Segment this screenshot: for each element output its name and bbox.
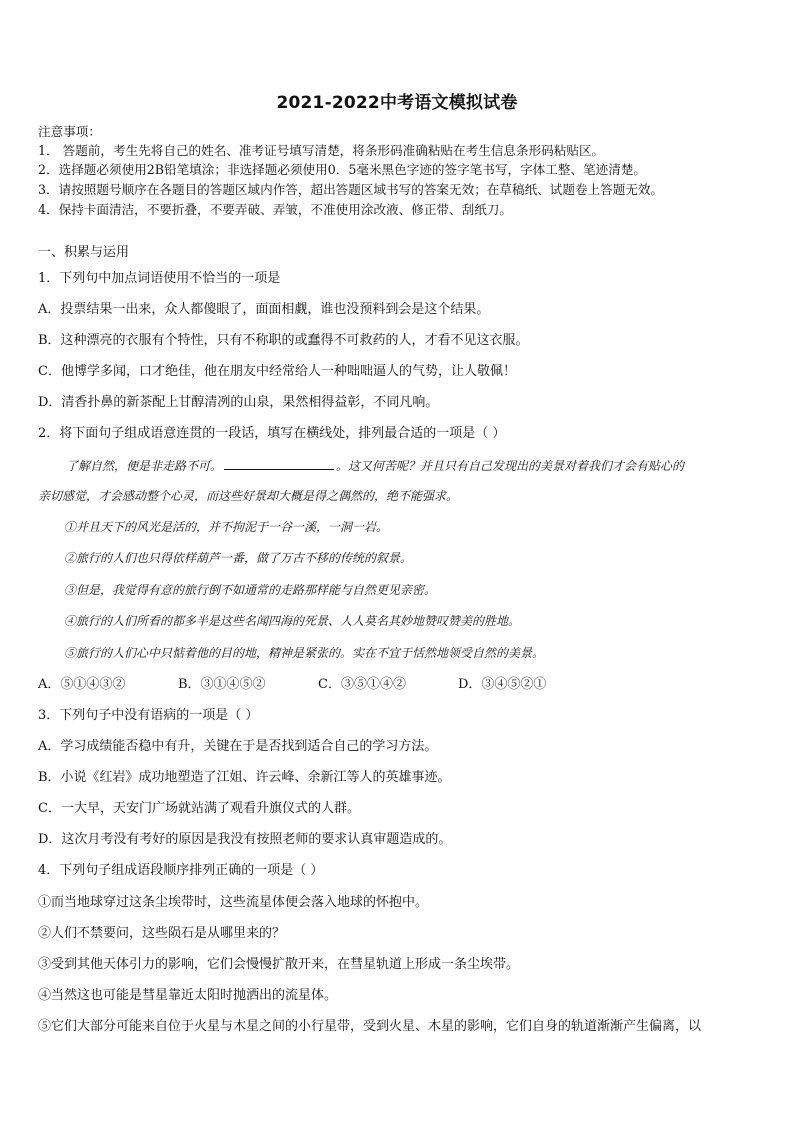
question-stem: 2．将下面句子组成语意连贯的一段话，填写在横线处，排列最合适的一项是（ ） <box>38 426 506 441</box>
question-stem: 1．下列句中加点词语使用不恰当的一项是 <box>38 271 281 286</box>
option-b: B．小说《红岩》成功地塑造了江姐、许云峰、余新江等人的英雄事迹。 <box>38 770 451 785</box>
answer-blank[interactable] <box>224 457 334 470</box>
passage-line <box>66 457 756 475</box>
option-a: A．学习成绩能否稳中有升，关键在于是否找到适合自己的学习方法。 <box>38 739 438 754</box>
notice-item: 4．保持卡面清洁，不要折叠，不要弄破、弄皱，不准使用涂改液、修正带、刮纸刀。 <box>38 202 512 217</box>
passage-text: 。这又何苦呢？并且只有自己发现出的美景对着我们才会有贴心的 <box>336 459 685 473</box>
option-d: D．③④⑤②① <box>458 677 547 692</box>
sentence-item: ③受到其他天体引力的影响，它们会慢慢扩散开来，在彗星轨道上形成一条尘埃带。 <box>38 957 520 972</box>
sentence-item: ④当然这也可能是彗星靠近太阳时抛洒出的流星体。 <box>38 988 338 1003</box>
option-c: C．③⑤①④② <box>318 677 406 692</box>
option-c: C．他博学多闻，口才绝佳，他在朋友中经常给人一种咄咄逼人的气势，让人敬佩！ <box>38 364 516 379</box>
option-row <box>38 676 760 694</box>
option-a: A．投票结果一出来，众人都傻眼了，面面相觑，谁也没预料到会是这个结果。 <box>38 302 490 317</box>
sentence-item: ⑤旅行的人们心中只惦着他的目的地，精神是紧张的。实在不宜于恬然地领受自然的美景。 <box>64 646 545 660</box>
option-b: B．这种漂亮的衣服有个特性，只有不称职的或蠢得不可救药的人，才看不见这衣服。 <box>38 333 529 348</box>
notice-item: 2．选择题必须使用2B铅笔填涂；非选择题必须使用0．5毫米黑色字迹的签字笔书写，字体工整、笔迹清楚。 <box>38 162 647 177</box>
notice-item: 3．请按照题号顺序在各题目的答题区域内作答，超出答题区域书写的答案无效；在草稿纸、试题卷上答题无效。 <box>38 182 664 197</box>
sentence-item: ①并且天下的风光是活的，并不拘泥于一谷一溪，一洞一岩。 <box>64 520 389 534</box>
section-heading: 一、积累与运用 <box>38 245 130 260</box>
passage-line: 亲切感觉，才会感动整个心灵，而这些好景却大概是得之偶然的，绝不能强求。 <box>38 489 459 503</box>
question-stem: 4．下列句子组成语段顺序排列正确的一项是（ ） <box>38 863 324 878</box>
option-b: B．③①④⑤② <box>178 677 266 692</box>
sentence-item: ⑤它们大部分可能来自位于火星与木星之间的小行星带，受到火星、木星的影响，它们自身的轨道渐渐产生偏离，以 <box>38 1019 702 1034</box>
option-d: D．这次月考没有考好的原因是我没有按照老师的要求认真审题造成的。 <box>38 832 452 847</box>
sentence-item: ②旅行的人们也只得依样葫芦一番，做了万古不移的传统的叙景。 <box>64 551 413 565</box>
question-stem: 3．下列句子中没有语病的一项是（ ） <box>38 708 259 723</box>
notice-heading: 注意事项： <box>38 124 101 139</box>
option-c: C．一大早，天安门广场就站满了观看升旗仪式的人群。 <box>38 801 360 816</box>
notice-item: 1． 答题前，考生先将自己的姓名、准考证号填写清楚，将条形码准确粘贴在考生信息条形码粘贴区。 <box>38 143 605 158</box>
option-a: A．⑤①④③② <box>38 677 126 692</box>
option-d: D．清香扑鼻的新茶配上甘醇清冽的山泉，果然相得益彰，不同凡响。 <box>38 395 439 410</box>
sentence-item: ②人们不禁要问，这些陨石是从哪里来的？ <box>38 926 286 941</box>
sentence-item: ④旅行的人们所看的都多半是这些名闻四海的死景、人人莫名其妙地赞叹赞美的胜地。 <box>64 614 521 628</box>
passage-text: 了解自然，便是非走路不可。 <box>66 459 223 473</box>
page-title: 2021-2022中考语文模拟试卷 <box>276 93 518 113</box>
sentence-item: ①而当地球穿过这条尘埃带时，这些流星体便会落入地球的怀抱中。 <box>38 895 429 910</box>
sentence-item: ③但是，我觉得有意的旅行倒不如通常的走路那样能与自然更见亲密。 <box>64 583 437 597</box>
